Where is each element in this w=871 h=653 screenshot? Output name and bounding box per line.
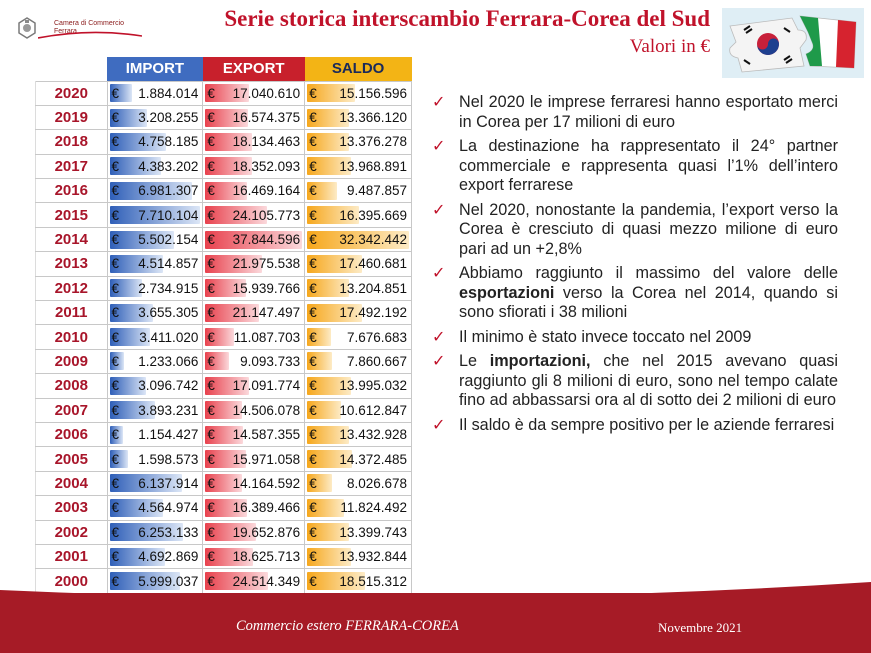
year-cell: 2003 <box>36 496 108 520</box>
year-cell: 2016 <box>36 179 108 203</box>
saldo-value: 13.968.891 <box>339 158 407 174</box>
saldo-value: 16.395.669 <box>339 207 407 223</box>
saldo-value: 13.399.743 <box>339 524 407 540</box>
bullet-text-before: La destinazione ha rappresentato il 24° partner commerciale e rappresenta quasi l’1% dell’intero export ferrarese <box>459 137 838 194</box>
currency-symbol: € <box>111 85 120 101</box>
saldo-value: 13.366.120 <box>339 110 407 126</box>
import-value: 4.564.974 <box>138 500 199 516</box>
currency-symbol: € <box>207 475 215 491</box>
bullet-item <box>432 416 838 436</box>
export-cell <box>203 276 305 300</box>
export-value: 14.506.078 <box>232 402 301 418</box>
export-cell <box>203 398 305 422</box>
currency-symbol: € <box>309 524 317 540</box>
saldo-cell <box>305 471 412 495</box>
year-cell: 2006 <box>36 422 108 446</box>
saldo-cell <box>305 422 412 446</box>
import-cell <box>107 179 203 203</box>
saldo-value: 17.492.192 <box>339 305 407 321</box>
header-import: IMPORT <box>107 57 203 81</box>
export-value: 15.971.058 <box>232 451 301 467</box>
export-cell <box>203 544 305 568</box>
import-cell <box>107 520 203 544</box>
export-value: 18.625.713 <box>232 549 301 565</box>
currency-symbol: € <box>309 256 317 272</box>
saldo-cell <box>305 374 412 398</box>
saldo-value: 18.515.312 <box>339 573 407 589</box>
currency-symbol: € <box>309 85 317 101</box>
bullet-item <box>432 328 838 348</box>
import-cell <box>107 447 203 471</box>
import-cell <box>107 130 203 154</box>
currency-symbol: € <box>309 475 317 491</box>
year-cell: 2010 <box>36 325 108 349</box>
bullet-list <box>432 93 838 440</box>
currency-symbol: € <box>111 500 120 516</box>
import-cell <box>107 276 203 300</box>
saldo-value: 13.932.844 <box>339 549 407 565</box>
bullet-text-before: Il minimo è stato invece toccato nel 2009 <box>459 327 752 346</box>
saldo-value: 7.676.683 <box>346 329 407 345</box>
import-cell <box>107 203 203 227</box>
year-cell: 2020 <box>36 81 108 105</box>
saldo-cell <box>305 276 412 300</box>
import-cell <box>107 422 203 446</box>
check-icon: ✓ <box>432 94 446 111</box>
year-cell: 2011 <box>36 301 108 325</box>
currency-symbol: € <box>309 549 317 565</box>
export-value: 15.939.766 <box>232 280 301 296</box>
import-value: 1.598.573 <box>138 451 199 467</box>
export-value: 24.105.773 <box>232 207 301 223</box>
bullet-text-before: Le <box>459 352 490 370</box>
check-icon: ✓ <box>432 138 446 155</box>
export-value: 17.040.610 <box>232 85 301 101</box>
currency-symbol: € <box>111 353 120 369</box>
currency-symbol: € <box>207 158 215 174</box>
currency-symbol: € <box>111 305 120 321</box>
currency-symbol: € <box>207 110 215 126</box>
check-icon: ✓ <box>432 265 446 282</box>
export-cell <box>203 252 305 276</box>
saldo-value: 17.460.681 <box>339 256 407 272</box>
export-cell <box>203 349 305 373</box>
currency-symbol: € <box>111 207 120 223</box>
table-corner <box>36 57 108 81</box>
import-value: 5.999.037 <box>138 573 199 589</box>
import-value: 1.884.014 <box>138 85 199 101</box>
saldo-cell <box>305 154 412 178</box>
currency-symbol: € <box>309 402 317 418</box>
import-value: 1.154.427 <box>138 427 199 443</box>
import-cell <box>107 325 203 349</box>
currency-symbol: € <box>309 207 317 223</box>
saldo-cell <box>305 520 412 544</box>
import-cell <box>107 471 203 495</box>
year-cell: 2015 <box>36 203 108 227</box>
currency-symbol: € <box>111 451 120 467</box>
table-row <box>36 398 412 422</box>
table-row <box>36 105 412 129</box>
bullet-text-bold: esportazioni <box>459 283 555 302</box>
export-value: 11.087.703 <box>233 329 301 345</box>
year-cell: 2001 <box>36 544 108 568</box>
currency-symbol: € <box>309 158 317 174</box>
table-row <box>36 374 412 398</box>
export-value: 24.514.349 <box>232 573 301 589</box>
year-cell: 2000 <box>36 569 108 593</box>
year-cell: 2007 <box>36 398 108 422</box>
bullet-item <box>432 137 838 196</box>
page-subtitle: Valori in € <box>629 36 710 57</box>
year-cell: 2008 <box>36 374 108 398</box>
currency-symbol: € <box>207 305 215 321</box>
saldo-cell <box>305 179 412 203</box>
bullet-item <box>432 93 838 132</box>
table-row <box>36 154 412 178</box>
year-cell: 2017 <box>36 154 108 178</box>
saldo-value: 10.612.847 <box>339 402 407 418</box>
year-cell: 2005 <box>36 447 108 471</box>
saldo-cell <box>305 325 412 349</box>
import-value: 6.981.307 <box>138 183 199 199</box>
export-cell <box>203 471 305 495</box>
export-value: 16.389.466 <box>232 500 301 516</box>
bullet-text-after: che nel 2015 avevano quasi raggiunto gli 8 milioni di euro, sono nel tempo calate fino ad abbassarsi ora al di sotto dei 2 milioni di euro <box>459 352 838 409</box>
import-value: 3.893.231 <box>138 402 199 418</box>
export-cell <box>203 227 305 251</box>
table-body <box>36 81 412 593</box>
currency-symbol: € <box>309 427 317 443</box>
currency-symbol: € <box>309 280 317 296</box>
saldo-cell <box>305 447 412 471</box>
bullet-text-before: Il saldo è da sempre positivo per le aziende ferraresi <box>459 415 835 434</box>
import-cell <box>107 105 203 129</box>
export-value: 18.352.093 <box>232 158 301 174</box>
table-row <box>36 252 412 276</box>
table-row <box>36 130 412 154</box>
saldo-cell <box>305 496 412 520</box>
import-value: 6.137.914 <box>138 475 199 491</box>
korea-italy-puzzle-icon <box>722 8 864 78</box>
saldo-cell <box>305 544 412 568</box>
bullet-text-bold: importazioni, <box>489 352 591 370</box>
saldo-cell <box>305 105 412 129</box>
table-row <box>36 179 412 203</box>
import-value: 6.253.133 <box>138 524 199 540</box>
export-value: 16.574.375 <box>232 110 301 126</box>
currency-symbol: € <box>207 549 215 565</box>
currency-symbol: € <box>207 500 215 516</box>
currency-symbol: € <box>111 378 120 394</box>
currency-symbol: € <box>111 524 120 540</box>
currency-symbol: € <box>207 573 215 589</box>
export-value: 9.093.733 <box>240 353 301 369</box>
table-row <box>36 544 412 568</box>
currency-symbol: € <box>309 329 317 345</box>
export-cell <box>203 81 305 105</box>
header-saldo: SALDO <box>305 57 412 81</box>
saldo-cell <box>305 349 412 373</box>
year-cell: 2004 <box>36 471 108 495</box>
table-row <box>36 349 412 373</box>
import-cell <box>107 81 203 105</box>
import-cell <box>107 496 203 520</box>
saldo-value: 13.204.851 <box>339 280 407 296</box>
currency-symbol: € <box>309 134 317 150</box>
currency-symbol: € <box>207 134 215 150</box>
saldo-value: 15.156.596 <box>339 85 407 101</box>
saldo-value: 8.026.678 <box>346 475 407 491</box>
currency-symbol: € <box>111 475 120 491</box>
footer-caption: Commercio estero FERRARA-COREA <box>236 618 459 634</box>
logo-swoosh-icon <box>38 30 142 40</box>
import-cell <box>107 154 203 178</box>
bullet-item <box>432 201 838 260</box>
currency-symbol: € <box>309 110 317 126</box>
currency-symbol: € <box>309 500 317 516</box>
currency-symbol: € <box>111 549 120 565</box>
saldo-value: 13.376.278 <box>339 134 407 150</box>
import-value: 3.096.742 <box>138 378 199 394</box>
export-cell <box>203 105 305 129</box>
year-cell: 2013 <box>36 252 108 276</box>
export-value: 19.652.876 <box>232 524 301 540</box>
chamber-emblem-icon <box>14 15 40 41</box>
currency-symbol: € <box>111 232 120 248</box>
currency-symbol: € <box>207 353 215 369</box>
export-cell <box>203 447 305 471</box>
export-cell <box>203 496 305 520</box>
year-cell: 2009 <box>36 349 108 373</box>
check-icon: ✓ <box>432 353 446 370</box>
currency-symbol: € <box>207 280 215 296</box>
saldo-cell <box>305 227 412 251</box>
import-cell <box>107 544 203 568</box>
import-value: 4.758.185 <box>138 134 199 150</box>
export-value: 14.587.355 <box>232 427 301 443</box>
currency-symbol: € <box>309 232 317 248</box>
import-cell <box>107 227 203 251</box>
year-cell: 2014 <box>36 227 108 251</box>
export-cell <box>203 325 305 349</box>
import-value: 3.411.020 <box>139 329 199 345</box>
export-cell <box>203 179 305 203</box>
currency-symbol: € <box>111 573 120 589</box>
saldo-value: 32.342.442 <box>339 232 407 248</box>
currency-symbol: € <box>207 329 215 345</box>
currency-symbol: € <box>111 158 120 174</box>
check-icon: ✓ <box>432 201 446 219</box>
bullet-item <box>432 264 838 323</box>
currency-symbol: € <box>207 378 215 394</box>
currency-symbol: € <box>111 427 120 443</box>
currency-symbol: € <box>111 110 120 126</box>
import-value: 4.514.857 <box>138 256 199 272</box>
saldo-cell <box>305 301 412 325</box>
currency-symbol: € <box>309 573 317 589</box>
export-cell <box>203 203 305 227</box>
table-row <box>36 227 412 251</box>
bullet-text-before: Nel 2020, nonostante la pandemia, l’export verso la Corea è cresciuto di quasi mezzo milione di euro pari ad un +2,8% <box>459 200 838 258</box>
currency-symbol: € <box>111 329 120 345</box>
header-export: EXPORT <box>203 57 305 81</box>
chamber-logo <box>14 10 144 46</box>
import-cell <box>107 301 203 325</box>
export-cell <box>203 520 305 544</box>
saldo-value: 13.995.032 <box>339 378 407 394</box>
currency-symbol: € <box>207 427 215 443</box>
currency-symbol: € <box>207 524 215 540</box>
table-row <box>36 325 412 349</box>
currency-symbol: € <box>309 183 317 199</box>
export-value: 21.147.497 <box>232 305 301 321</box>
table-row <box>36 447 412 471</box>
currency-symbol: € <box>207 256 215 272</box>
export-value: 21.975.538 <box>232 256 301 272</box>
table-row <box>36 520 412 544</box>
currency-symbol: € <box>207 232 215 248</box>
export-cell <box>203 301 305 325</box>
page-title: Serie storica interscambio Ferrara-Corea del Sud <box>224 6 710 31</box>
saldo-value: 13.432.928 <box>339 427 407 443</box>
currency-symbol: € <box>207 85 215 101</box>
org-line-2: Ferrara <box>54 28 77 35</box>
table-row <box>36 203 412 227</box>
table-row <box>36 81 412 105</box>
table-row <box>36 276 412 300</box>
import-cell <box>107 252 203 276</box>
export-value: 17.091.774 <box>232 378 301 394</box>
check-icon: ✓ <box>432 328 446 346</box>
year-cell: 2012 <box>36 276 108 300</box>
bullet-text-before: Abbiamo raggiunto il massimo del valore delle <box>459 264 838 282</box>
saldo-cell <box>305 203 412 227</box>
import-value: 5.502.154 <box>138 232 199 248</box>
currency-symbol: € <box>309 378 317 394</box>
import-value: 7.710.104 <box>138 207 199 223</box>
currency-symbol: € <box>309 451 317 467</box>
currency-symbol: € <box>111 134 120 150</box>
export-value: 18.134.463 <box>232 134 301 150</box>
footer-date: Novembre 2021 <box>658 620 743 635</box>
currency-symbol: € <box>207 207 215 223</box>
currency-symbol: € <box>111 256 120 272</box>
bullet-text-before: Nel 2020 le imprese ferraresi hanno esportato merci in Corea per 17 milioni di euro <box>459 93 838 131</box>
currency-symbol: € <box>207 402 215 418</box>
year-cell: 2002 <box>36 520 108 544</box>
export-value: 37.844.596 <box>232 232 301 248</box>
export-cell <box>203 154 305 178</box>
currency-symbol: € <box>309 305 317 321</box>
table-row <box>36 471 412 495</box>
table-row <box>36 496 412 520</box>
year-cell: 2019 <box>36 105 108 129</box>
import-value: 2.734.915 <box>138 280 199 296</box>
year-cell: 2018 <box>36 130 108 154</box>
export-value: 16.469.164 <box>232 183 301 199</box>
import-value: 4.692.869 <box>138 549 199 565</box>
bullet-item <box>432 352 838 411</box>
check-icon: ✓ <box>432 416 446 434</box>
saldo-cell <box>305 398 412 422</box>
export-value: 14.164.592 <box>232 475 301 491</box>
saldo-value: 14.372.485 <box>339 451 407 467</box>
export-cell <box>203 130 305 154</box>
import-cell <box>107 398 203 422</box>
trade-table <box>35 57 412 594</box>
import-cell <box>107 349 203 373</box>
saldo-cell <box>305 252 412 276</box>
import-value: 3.208.255 <box>138 110 199 126</box>
saldo-cell <box>305 81 412 105</box>
export-cell <box>203 374 305 398</box>
saldo-cell <box>305 130 412 154</box>
bullet-text-after: verso la Corea nel 2014, quando si sono sfiorati i 38 milioni <box>459 283 838 321</box>
import-value: 1.233.066 <box>138 353 199 369</box>
export-cell <box>203 422 305 446</box>
import-value: 4.383.202 <box>138 158 199 174</box>
currency-symbol: € <box>309 353 317 369</box>
saldo-value: 11.824.492 <box>340 500 407 516</box>
org-line-1: Camera di Commercio <box>54 20 125 27</box>
import-cell <box>107 374 203 398</box>
saldo-value: 7.860.667 <box>346 353 407 369</box>
currency-symbol: € <box>207 451 215 467</box>
saldo-value: 9.487.857 <box>346 183 407 199</box>
import-value: 3.655.305 <box>138 305 199 321</box>
currency-symbol: € <box>111 280 120 296</box>
table-row <box>36 301 412 325</box>
currency-symbol: € <box>111 402 120 418</box>
table-row <box>36 422 412 446</box>
currency-symbol: € <box>111 183 120 199</box>
currency-symbol: € <box>207 183 215 199</box>
